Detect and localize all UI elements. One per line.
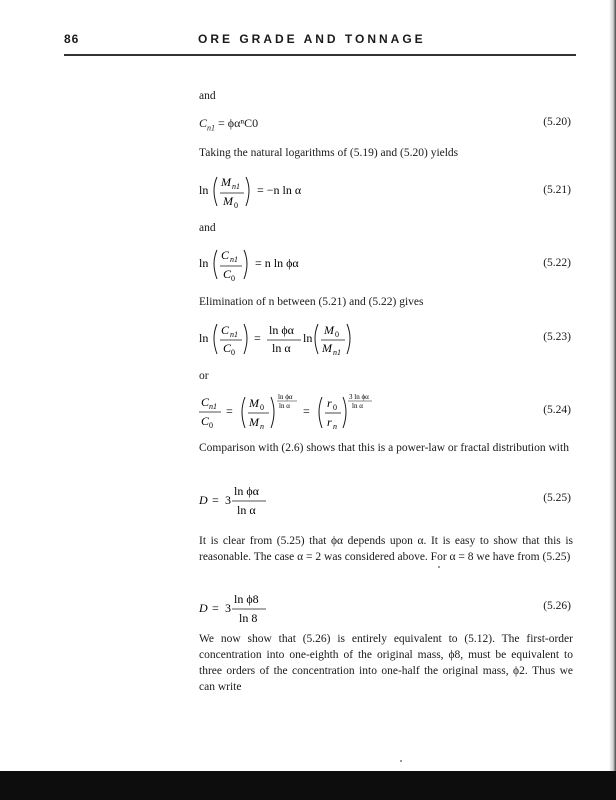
- eq-5-21-rparen: [246, 177, 249, 206]
- eq-5-24-lhs-num: C: [201, 395, 210, 409]
- equation-5-22: [199, 245, 573, 285]
- text-elimination: Elimination of n between (5.21) and (5.22) gives: [199, 296, 424, 308]
- eq-5-23-num-1-sub: n1: [230, 330, 238, 339]
- eq-5-21-svg: [199, 172, 399, 212]
- eq-5-22-rhs: = n ln ϕα: [255, 256, 299, 270]
- eq-number-5-20: (5.20): [543, 116, 571, 128]
- eq-5-21-ln: ln: [199, 183, 209, 197]
- eq-5-24-exp1-num: ln ϕα: [278, 393, 293, 401]
- eq-5-26-svg: [199, 588, 399, 628]
- eq-5-23-coef-den: ln α: [272, 341, 291, 355]
- eq-5-24-exp1-den: ln α: [279, 402, 290, 410]
- eq-5-23-den-1: C: [223, 341, 232, 355]
- eq-5-26-d: D: [199, 601, 208, 615]
- eq-5-25-num: ln ϕα: [234, 484, 259, 498]
- text-taking-logs: Taking the natural logarithms of (5.19) and (5.20) yields: [199, 147, 459, 159]
- equation-5-23: [199, 318, 573, 360]
- speck: [438, 566, 440, 568]
- eq-5-26-num: ln ϕ8: [234, 592, 259, 606]
- header-rule: [64, 54, 576, 56]
- eq-5-26-den: ln 8: [239, 611, 258, 625]
- eq-5-21-den-sub: 0: [234, 201, 238, 210]
- eq-5-22-rparen: [244, 250, 247, 279]
- eq-5-24-m-den: M: [249, 415, 259, 429]
- eq-5-24-eq-1: =: [226, 404, 233, 418]
- eq-5-24-r-den: r: [327, 415, 332, 429]
- eq-5-24-lhs-num-sub: n1: [209, 402, 217, 411]
- eq-5-23-ln-2: ln: [303, 331, 313, 345]
- eq-5-24-r-num-sub: 0: [333, 403, 337, 412]
- eq-number-5-22: (5.22): [543, 257, 571, 269]
- eq-5-24-r-den-sub: n: [333, 422, 337, 431]
- eq-5-23-lparen-1: [214, 324, 217, 354]
- equation-5-26: [199, 588, 573, 628]
- eq-5-22-svg: [199, 245, 399, 285]
- eq-5-21-lparen: [214, 177, 217, 206]
- eq-5-21-num: M: [221, 175, 231, 189]
- eq-5-25-den: ln α: [237, 503, 256, 517]
- equation-5-21: [199, 172, 573, 212]
- eq-5-24-rparen-2: [343, 397, 346, 428]
- eq-number-5-24: (5.24): [543, 404, 571, 416]
- text-comparison: Comparison with (2.6) shows that this is a power-law or fractal distribution with: [199, 442, 569, 454]
- text-and-2: and: [199, 222, 216, 234]
- eq-number-5-21: (5.21): [543, 184, 571, 196]
- eq-5-25-svg: [199, 480, 399, 520]
- eq-5-24-exp2-den: ln α: [352, 402, 363, 410]
- equation-5-25: [199, 480, 573, 520]
- eq-5-22-den-sub: 0: [231, 274, 235, 283]
- eq-5-22-num-sub: n1: [230, 255, 238, 264]
- eq-5-24-lhs-den: C: [201, 414, 210, 428]
- eq-5-20-body: $C_{n1} = \phi\alpha^nC0$: [199, 116, 259, 133]
- eq-5-23-coef-num: ln ϕα: [269, 323, 294, 337]
- eq-5-23-num-2: M: [324, 323, 334, 337]
- eq-5-23-num-2-sub: 0: [335, 330, 339, 339]
- eq-5-24-r-num: r: [327, 396, 332, 410]
- running-head: ORE GRADE AND TONNAGE: [198, 32, 426, 46]
- eq-5-26-eq: =: [212, 601, 219, 615]
- eq-5-23-rparen-1: [244, 324, 247, 354]
- eq-5-20-sub: n1: [207, 123, 216, 133]
- text-clear: It is clear from (5.25) that ϕα depends upon α. It is easy to show that this is reasonable. The case α = 2 was considered above. For α = 8 we have from (5.25): [199, 535, 573, 563]
- page-number: 86: [64, 32, 80, 46]
- eq-5-24-eq-2: =: [303, 404, 310, 418]
- eq-5-23-ln-1: ln: [199, 331, 209, 345]
- eq-5-24-lparen-2: [319, 397, 322, 428]
- eq-5-24-rparen-1: [271, 397, 274, 428]
- eq-number-5-25: (5.25): [543, 492, 571, 504]
- eq-5-21-rhs: = −n ln α: [257, 183, 302, 197]
- eq-5-22-den: C: [223, 267, 232, 281]
- eq-5-23-den-2-sub: n1: [333, 348, 341, 357]
- eq-5-24-m-num-sub: 0: [260, 403, 264, 412]
- eq-5-24-m-num: M: [249, 396, 259, 410]
- eq-5-22-ln: ln: [199, 256, 209, 270]
- eq-5-23-rparen-2: [347, 324, 350, 354]
- eq-5-21-num-sub: n1: [232, 182, 240, 191]
- equation-5-24: [199, 390, 573, 434]
- speck: [400, 760, 402, 762]
- equation-5-20: [199, 116, 573, 136]
- eq-5-23-svg: [199, 318, 439, 360]
- eq-5-24-lhs-den-sub: 0: [209, 421, 213, 430]
- text-or: or: [199, 370, 209, 382]
- eq-number-5-23: (5.23): [543, 331, 571, 343]
- eq-5-22-num: C: [221, 248, 230, 262]
- eq-5-24-exp2-num: 3 ln ϕα: [349, 393, 369, 401]
- text-we-now: We now show that (5.26) is entirely equivalent to (5.12). The first-order concentration into one-eighth of the original mass, ϕ8, must be equivalent to three orders of the concentration into one-half the original mass, ϕ2. Thus we can write: [199, 633, 573, 693]
- text-and-1: and: [199, 90, 216, 102]
- eq-5-21-den: M: [223, 194, 233, 208]
- eq-5-23-eq: =: [254, 331, 261, 345]
- eq-5-20-rhs: = ϕαⁿC0: [218, 116, 259, 130]
- eq-5-25-eq: =: [212, 493, 219, 507]
- page-header: [0, 30, 616, 50]
- page-edge-shadow: [609, 0, 616, 771]
- scan-bottom-bar: [0, 771, 616, 800]
- eq-5-25-d: D: [199, 493, 208, 507]
- eq-5-26-three: 3: [225, 601, 231, 615]
- eq-number-5-26: (5.26): [543, 600, 571, 612]
- eq-5-23-num-1: C: [221, 323, 230, 337]
- eq-5-24-lparen-1: [242, 397, 245, 428]
- eq-5-24-m-den-sub: n: [260, 422, 264, 431]
- eq-5-25-three: 3: [225, 493, 231, 507]
- eq-5-23-lparen-2: [315, 324, 318, 354]
- eq-5-23-den-1-sub: 0: [231, 348, 235, 357]
- eq-5-24-svg: [199, 390, 439, 434]
- eq-5-23-den-2: M: [322, 341, 332, 355]
- eq-5-22-lparen: [214, 250, 217, 279]
